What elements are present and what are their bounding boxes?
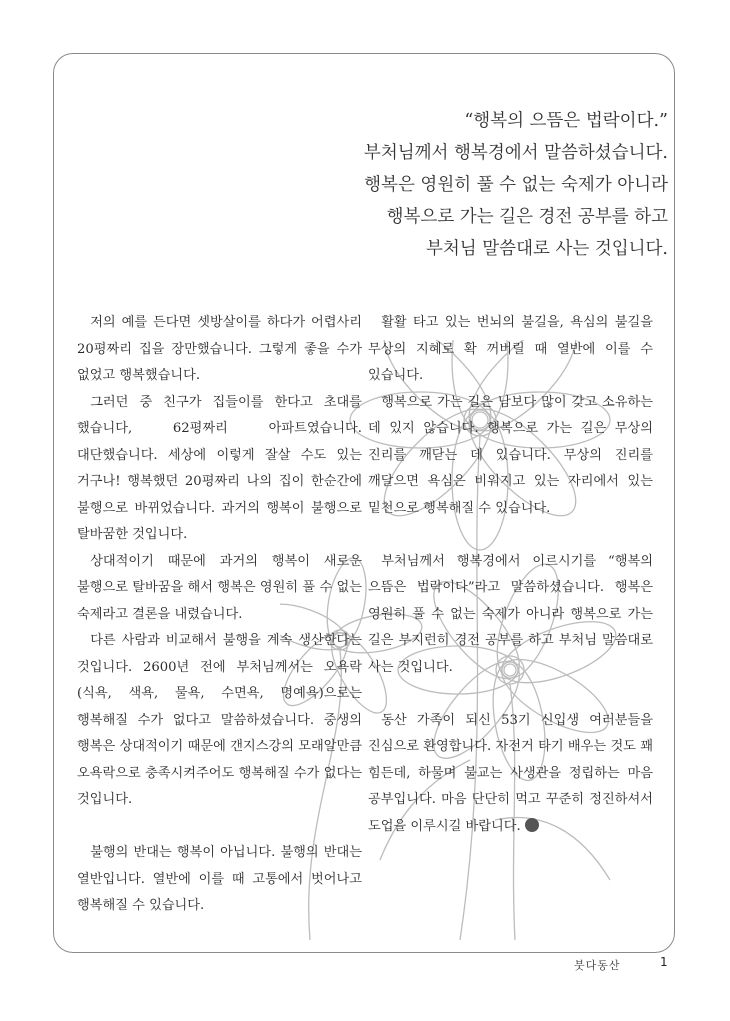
- quote-line: 부처님께서 행복경에서 말씀하셨습니다.: [363, 143, 668, 163]
- paragraph: 행복으로 가는 길은 남보다 많이 갖고 소유하는 데 있지 않습니다. 행복으로 가는 길은 무상의 진리를 깨닫는 데 있습니다. 무상의 진리를 깨달으면 욕심은 비워지고 있는 자리에서 있는 밑천으로 행복해질 수 있습니다.: [368, 394, 653, 516]
- end-mark-icon: [525, 818, 539, 832]
- quote-line: 행복은 영원히 풀 수 없는 숙제가 아니라: [364, 175, 668, 195]
- right-column: [368, 310, 653, 840]
- header-quote: [248, 105, 668, 265]
- quote-line: 행복으로 가는 길은 경전 공부를 하고: [386, 207, 668, 227]
- paragraph-text: 동산 가족이 되신 53기 신입생 여러분들을 진심으로 환영합니다. 자전거 타기 배우는 것도 꽤 힘든데, 하물며 불교는 사생관을 정립하는 마음 공부입니다. 마음 단단히 먹고 꾸준히 정진하셔서 도업을 이루시길 바랍니다.: [368, 712, 653, 834]
- closing-paragraph: [368, 708, 653, 841]
- quote-line: “행복의 으뜸은 법락이다.”: [464, 111, 668, 131]
- paragraph: 불행의 반대는 행복이 아닙니다. 불행의 반대는 열반입니다. 열반에 이를 때 고통에서 벗어나고 행복해질 수 있습니다.: [77, 845, 362, 913]
- quote-line: 부처님 말씀대로 사는 것입니다.: [425, 239, 668, 259]
- paragraph: 다른 사람과 비교해서 불행을 계속 생산한다는 것입니다. 2600년 전에 부처님께서는 오욕락(식욕, 색욕, 물욕, 수면욕, 명예욕)으로는 행복해질 수가 없다고 말씀하셨습니다. 중생의 행복은 상대적이기 때문에 갠지스강의 모래알만큼 오욕락으로 충족시켜주어도 행복해질 수가 없다는 것입니다.: [77, 633, 362, 807]
- page-number: 1: [660, 955, 668, 969]
- magazine-brand: 붓다동산: [574, 959, 621, 972]
- paragraph: 부처님께서 행복경에서 이르시기를 “행복의 으뜸은 법락이다”라고 말씀하셨습니다. 행복은 영원히 풀 수 없는 숙제가 아니라 행복으로 가는 길은 부지런히 경전 공부를 하고 부처님 말씀대로 사는 것입니다.: [368, 553, 653, 675]
- paragraph: 저의 예를 든다면 셋방살이를 하다가 어렵사리 20평짜리 집을 장만했습니다. 그렇게 좋을 수가 없었고 행복했습니다.: [77, 315, 362, 383]
- left-column: [77, 310, 362, 920]
- paragraph: 그러던 중 친구가 집들이를 한다고 초대를 했습니다, 62평짜리 아파트였습니다. 대단했습니다. 세상에 이렇게 잘살 수도 있는 거구나! 행복했던 20평짜리 나의 집이 한순간에 불행으로 바뀌었습니다. 과거의 행복이 불행으로 탈바꿈한 것입니다.: [77, 394, 362, 542]
- paragraph: 상대적이기 때문에 과거의 행복이 새로운 불행으로 탈바꿈을 해서 행복은 영원히 풀 수 없는 숙제라고 결론을 내렸습니다.: [77, 553, 362, 622]
- paragraph: 활활 타고 있는 번뇌의 불길을, 욕심의 불길을 무상의 지혜로 확 꺼버릴 때 열반에 이를 수 있습니다.: [368, 315, 653, 383]
